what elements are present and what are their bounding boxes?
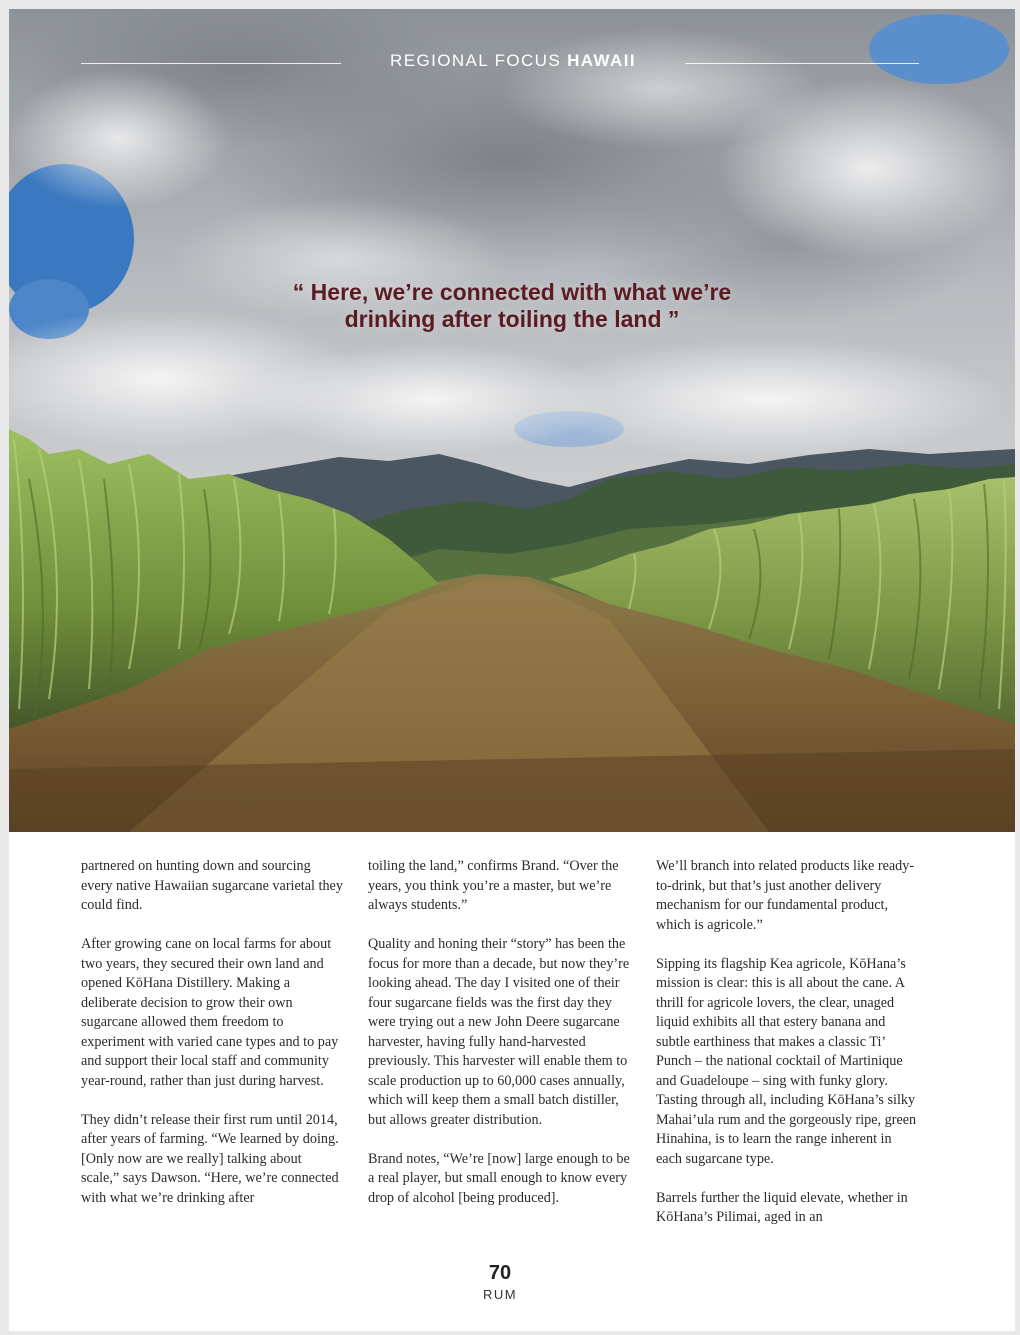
sugarcane-field-photo (9, 9, 1015, 832)
article-column-1 (81, 857, 343, 1228)
paragraph: They didn’t release their first rum until 2014, after years of farming. “We learned by doing. [Only now are we really] talking about scale,” says Dawson. “Here, we’re connected with what we’re drinking after (81, 1111, 339, 1206)
pull-quote (179, 279, 845, 333)
section-label: REGIONAL FOCUS (390, 51, 562, 70)
pull-quote-line-2: drinking after toiling the land ” (344, 306, 680, 332)
paragraph: Barrels further the liquid elevate, whether in KōHana’s Pilimai, aged in an (656, 1189, 908, 1225)
paragraph: Brand notes, “We’re [now] large enough to be a real player, but small enough to know every drop of alcohol [being produced]. (368, 1150, 630, 1206)
pull-quote-line-1: “ Here, we’re connected with what we’re (292, 279, 732, 305)
article-column-2 (368, 857, 630, 1228)
article-column-3 (656, 857, 918, 1247)
page-number: 70 (488, 1262, 512, 1284)
magazine-name: RUM (482, 1287, 518, 1302)
section-region: HAWAII (567, 51, 636, 70)
hero-photo (9, 9, 1015, 832)
paragraph: Sipping its flagship Kea agricole, KōHana’s mission is clear: this is all about the cane. A thrill for agricole lovers, the clear, unaged liquid exhibits all that estery banana and subtle earthiness that makes a classic Ti’ Punch – the national cocktail of Martinique and Guadeloupe – sing with funky glory. Tasting through all, including KōHana’s silky Mahai’ula rum and the gorgeously ripe, green Hinahina, is to learn the range inherent in each sugarcane type. (656, 955, 917, 1167)
header-rule-right (685, 63, 919, 64)
paragraph: partnered on hunting down and sourcing every native Hawaiian sugarcane varietal they could find. (81, 858, 343, 913)
paragraph: We’ll branch into related products like ready-to-drink, but that’s just another delivery mechanism for our fundamental product, which is agricole.” (656, 858, 915, 933)
page-footer (9, 1262, 991, 1302)
paragraph: toiling the land,” confirms Brand. “Over the years, you think you’re a master, but we’re always students.” (368, 858, 619, 913)
header-rule-left (81, 63, 341, 64)
section-header (341, 51, 685, 71)
magazine-page (9, 9, 1015, 1331)
paragraph: Quality and honing their “story” has been the focus for more than a decade, but now they’re looking ahead. The day I visited one of their four sugarcane fields was the first day they were trying out a new John Deere sugarcane harvester, having fully hand-harvested previously. This harvester will enable them to scale production up to 60,000 cases annually, which will keep them a small batch distiller, but allows greater distribution. (368, 936, 630, 1128)
paragraph: After growing cane on local farms for about two years, they secured their own land and opened KōHana Distillery. Making a deliberate decision to grow their own sugarcane allowed them freedom to experiment with varied cane types and to pay and support their local staff and community year-round, rather than just during harvest. (81, 936, 339, 1089)
